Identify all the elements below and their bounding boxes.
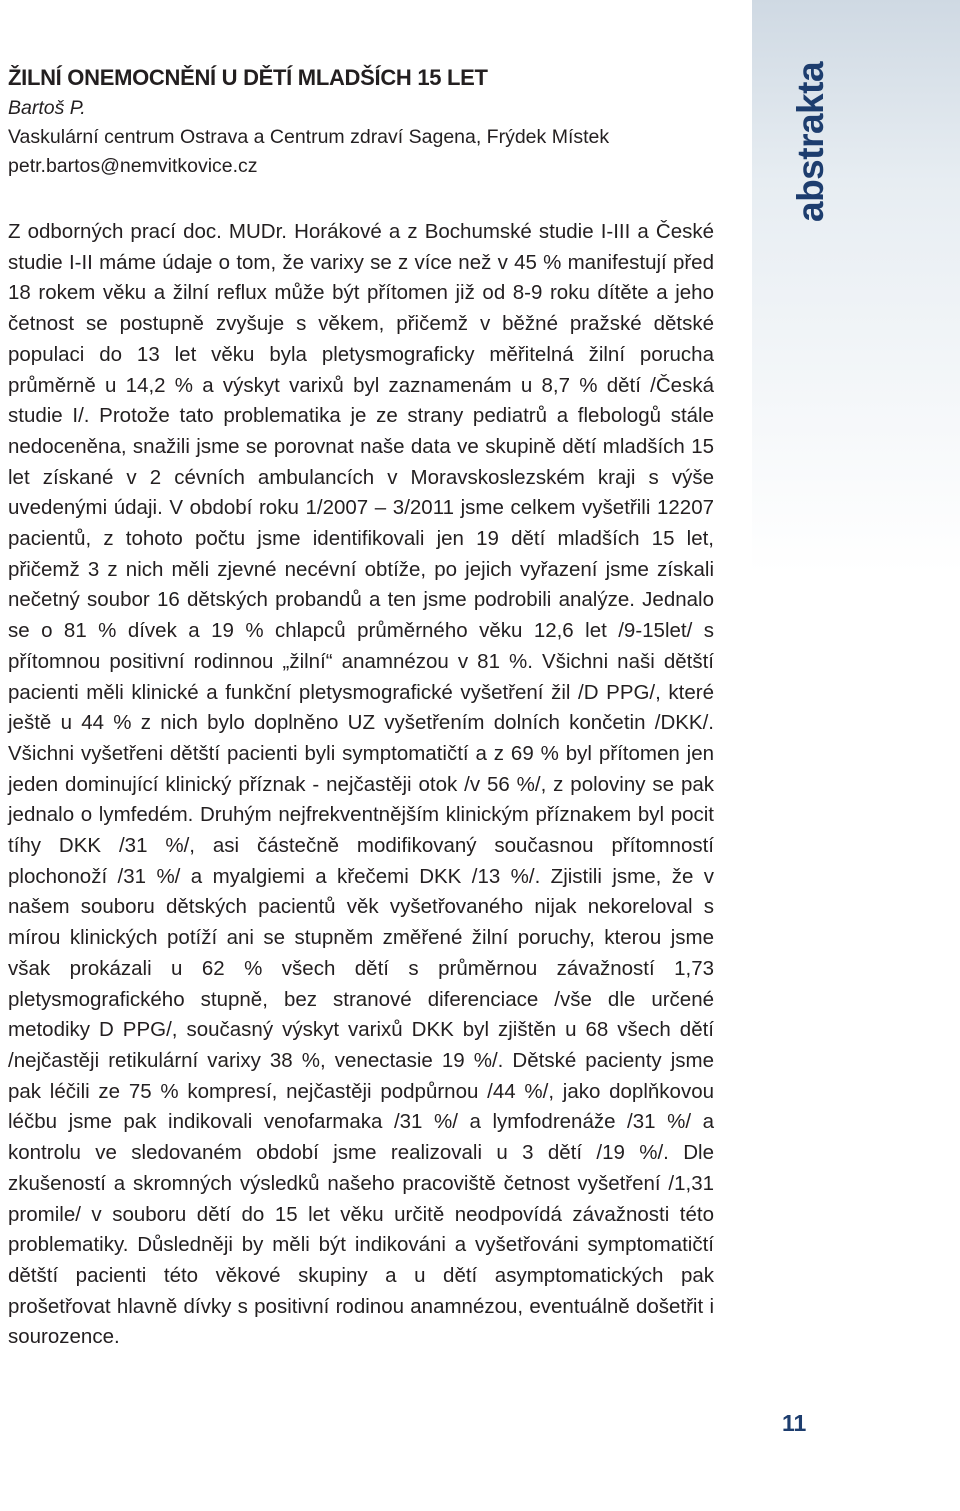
page-number: 11 [782,1410,807,1436]
sidebar-band [752,0,960,1511]
abstract-body: Z odborných prací doc. MUDr. Horákové a z Bochumské studie I-III a České studie I-II máme údaje o tom, že varixy se z více než v 45 % manifestují před 18 rokem věku a žilní reflux může být přítomen již od 8-9 roku dítěte a jeho četnost se postupně zvyšuje s věkem, přičemž v běžné pražské dětské populaci do 13 let věku byla pletysmograficky měřitelná žilní porucha průměrně u 14,2 % a výskyt varixů byl zaznamenám u 8,7 % dětí /Česká studie I/. Protože tato problematika je ze strany pediatrů a flebologů stále nedoceněna, snažili jsme se porovnat naše data ve skupině dětí mladších 15 let získané v 2 cévních ambulancích v Moravskoslezském kraji s výše uvedenými údaji. V období roku 1/2007 – 3/2011 jsme celkem vyšetřili 12207 pacientů, z tohoto počtu jsme identifikovali jen 19 dětí mladších 15 let, přičemž 3 z nich měli zjevné necévní obtíže, po jejich vyřazení jsme získali nečetný soubor 16 dětských probandů a ten jsme podrobili analýze. Jednalo se o 81 % dívek a 19 % chlapců průměrného věku 12,6 let /9-15let/ s přítomnou positivní rodinnou „žilní“ anamnézou v 81 %. Všichni naši dětští pacienti měli klinické a funkční pletysmografické vyšetření žil /D PPG/, které ještě u 44 % z nich bylo doplněno UZ vyšetřením dolních končetin /DKK/. Všichni vyšetřeni dětští pacienti byli symptomatičtí a z 69 % byl přítomen jen jeden dominující klinický příznak - nejčastěji otok /v 56 %/, z poloviny se pak jednalo o lymfedém. Druhým nejfrekventnějším klinickým příznakem byl pocit tíhy DKK /31 %/, asi částečně modifikovaný současnou přítomností plochonoží /31 %/ a myalgiemi a křečemi DKK /13 %/. Zjistili jsme, že v našem souboru dětských pacientů věk vyšetřovaného nijak nekoreloval s mírou klinických potíží ani se stupněm změřené žilní poruchy, kterou jsme však prokázali u 62 % všech dětí s průměrnou závažností 1,73 pletysmografického stupně, bez stranové diferenciace /vše dle určené metodiky D PPG/, současný výskyt varixů DKK byl zjištěn u 68 všech dětí /nejčastěji retikulární varixy 38 %, venectasie 19 %/. Dětské pacienty jsme pak léčili ze 75 % kompresí, nejčastěji podpůrnou /44 %/, jako doplňkovou léčbu jsme pak indikovali venofarmaka /31 %/ a lymfodrenáže /31 %/ a kontrolu ve sledovaném období jsme realizovali u 3 dětí /19 %/. Dle zkušeností a skromných výsledků našeho pracoviště četnost vyšetření /1,31 promile/ v souboru dětí do 15 let věku určitě neodpovídá závažnosti této problematiky. Důsledněji by měli být indikováni a vyšetřováni symptomatičtí dětští pacienti této věkové skupiny a u dětí asymptomatických pak prošetřovat hlavně dívky s positivní rodinou anamnézou, eventuálně došetřit i sourozence. [8,220,714,1349]
affiliation: Vaskulární centrum Ostrava a Centrum zdraví Sagena, Frýdek Místek [8,126,610,148]
section-label-text: abstrakta [790,61,831,222]
author-name: Bartoš P. [8,97,86,119]
article-header [8,62,738,181]
email-address: petr.bartos@nemvitkovice.cz [8,155,258,177]
article-title: ŽILNÍ ONEMOCNĚNÍ U DĚTÍ MLADŠÍCH 15 LET [8,65,488,90]
